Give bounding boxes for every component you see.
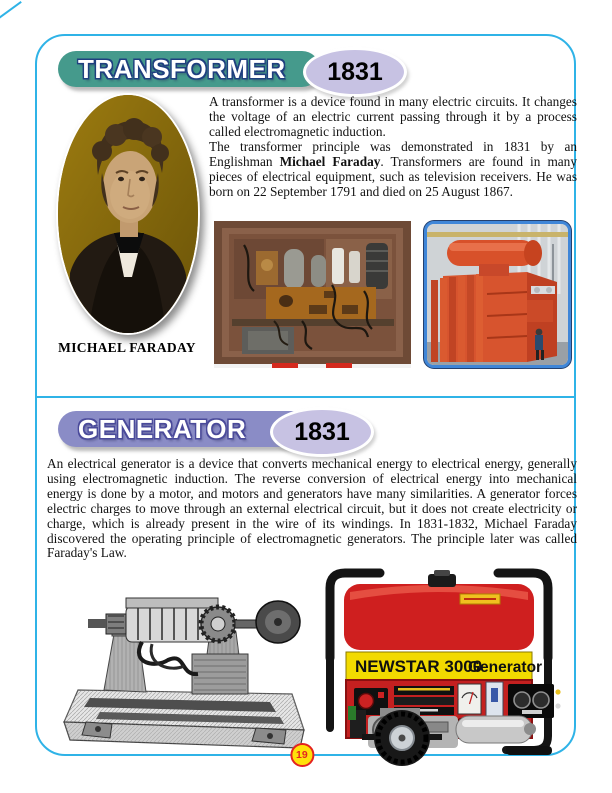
generator-year-badge [270,407,374,457]
generator-header [58,411,388,447]
section-separator-line [35,396,576,398]
corner-accent-line [0,1,22,19]
antique-generator-engraving [60,572,310,758]
newstar-portable-generator-photo [310,558,568,768]
portrait-caption: MICHAEL FARADAY [58,340,196,355]
faraday-portrait-illustration [58,95,198,333]
paragraph-text: . Transformers are found in many pieces of electrical equipment, such as television receivers. He was born on 22 September 1791 and died on 25 August 1867. [209,154,577,199]
page-number: 19 [296,749,308,761]
product-brand-label: NEWSTAR 3000 [355,657,483,676]
product-type-label: Generator [468,659,543,676]
industrial-transformer-photo [424,221,571,368]
page-number-badge [290,743,314,767]
transformer-title-pill [58,51,320,87]
faraday-portrait [56,93,200,335]
transformer-year-badge [303,47,407,97]
generator-paragraph: An electrical generator is a device that converts mechanical energy to electrical energy, generally using electromagnetic induction. The reverse conversion of electrical energy into mechanical energy is done by a motor, and motors and generators have many similarities. A generator forces electric charges to move through an external electrical circuit, but it does not create electricity or charge, which is already present in the wire of its windings. In 1831-1832, Michael Faraday discovered the operating principle of electromagnetic generators. The principle later was called Faraday's Law. [47,456,577,561]
page-frame [35,34,577,761]
transformer-year: 1831 [327,57,383,86]
generator-title: GENERATOR [78,413,247,444]
transformer-paragraph-2 [209,140,577,199]
transformer-header [58,51,408,87]
generator-year: 1831 [294,417,350,446]
old-transformer-chassis-photo [214,221,411,368]
transformer-paragraph-1: A transformer is a device found in many electric circuits. It changes the voltage of an electric current passing through it by a process called electromagnetic induction. [209,94,577,139]
paragraph-text: The transformer principle was demonstrated in 1831 by an Englishman [209,139,577,170]
transformer-title: TRANSFORMER [78,53,286,84]
transformer-text [209,95,577,201]
faraday-name-bold: Michael Faraday [279,154,381,170]
